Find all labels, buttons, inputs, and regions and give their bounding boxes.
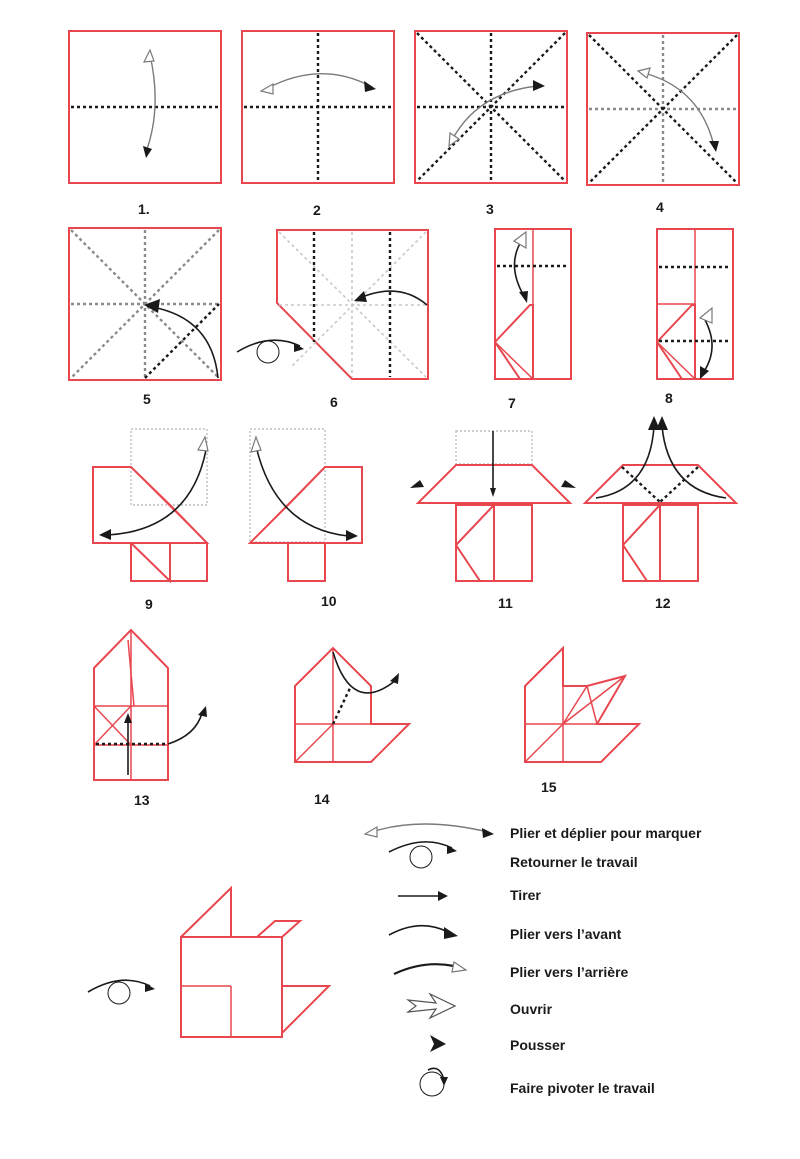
turn-over-icon <box>237 340 304 363</box>
fold-unfold-arrow-icon <box>365 824 494 838</box>
legend-label-fold-unfold: Plier et déplier pour marquer <box>510 825 702 841</box>
step-2-label: 2 <box>313 202 321 218</box>
step-9-diagram <box>93 429 208 581</box>
push-arrow-icon <box>430 1035 446 1052</box>
turn-over-icon-legend <box>389 842 457 868</box>
step-6-diagram <box>277 230 428 379</box>
step-7-diagram <box>495 229 571 379</box>
mountain-fold-arrow-icon <box>394 962 466 974</box>
step-12-diagram <box>585 416 736 581</box>
turn-over-icon-final <box>88 980 155 1004</box>
legend <box>365 824 702 1096</box>
step-12-label: 12 <box>655 595 671 611</box>
valley-fold-arrow-icon <box>389 926 458 939</box>
step-1-diagram <box>69 31 221 183</box>
legend-label-push: Pousser <box>510 1037 566 1053</box>
pull-arrow-icon <box>398 891 448 901</box>
step-8-label: 8 <box>665 390 673 406</box>
step-3-diagram <box>415 31 567 183</box>
step-5-label: 5 <box>143 391 151 407</box>
step-14-diagram <box>295 648 409 762</box>
step-4-label: 4 <box>656 199 664 215</box>
final-model <box>181 888 329 1037</box>
legend-label-open: Ouvrir <box>510 1001 553 1017</box>
step-6-label: 6 <box>330 394 338 410</box>
step-1-label: 1. <box>138 201 150 217</box>
step-4-diagram <box>587 33 739 185</box>
legend-label-fold-forward: Plier vers l’avant <box>510 926 622 942</box>
step-14-label: 14 <box>314 791 330 807</box>
step-9-label: 9 <box>145 596 153 612</box>
step-3-label: 3 <box>486 201 494 217</box>
legend-label-pull: Tirer <box>510 887 541 903</box>
step-5-diagram <box>69 228 221 380</box>
step-15-label: 15 <box>541 779 557 795</box>
rotate-icon <box>420 1068 448 1096</box>
step-10-diagram <box>250 429 362 581</box>
step-7-label: 7 <box>508 395 516 411</box>
step-13-diagram <box>94 630 207 780</box>
legend-label-turn-over: Retourner le travail <box>510 854 638 870</box>
step-2-diagram <box>242 31 394 183</box>
step-15-diagram <box>525 648 639 762</box>
step-8-diagram <box>657 229 733 379</box>
step-10-label: 10 <box>321 593 337 609</box>
legend-label-fold-backward: Plier vers l’arrière <box>510 964 629 980</box>
step-11-label: 11 <box>498 595 513 611</box>
step-13-label: 13 <box>134 792 150 808</box>
open-arrow-icon <box>408 994 455 1018</box>
step-11-diagram <box>410 431 576 581</box>
legend-label-rotate: Faire pivoter le travail <box>510 1080 655 1096</box>
